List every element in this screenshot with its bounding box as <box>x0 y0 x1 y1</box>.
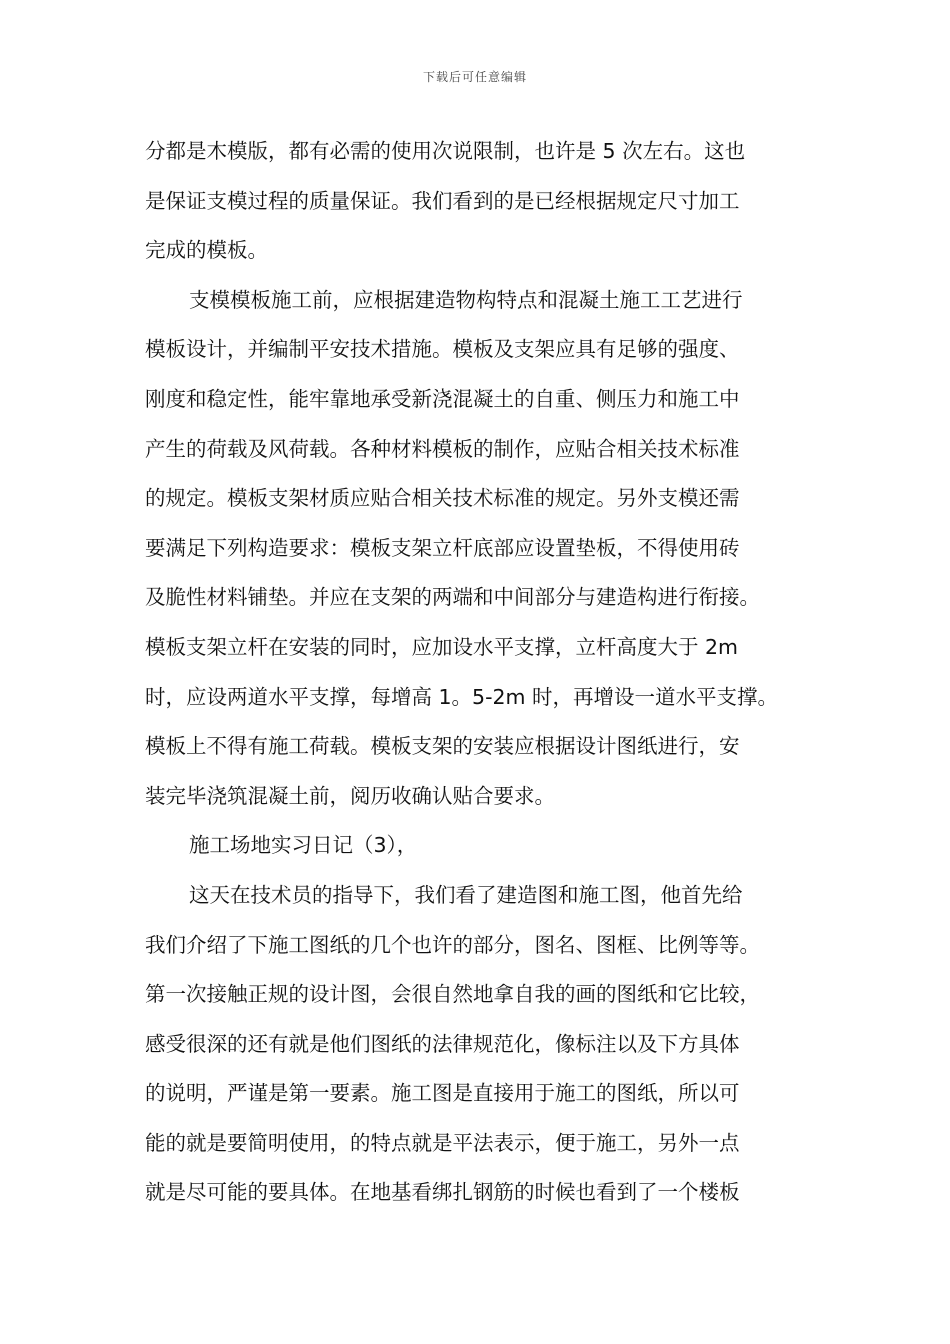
text-line: 能的就是要简明使用，的特点就是平法表示，便于施工，另外一点 <box>145 1130 740 1155</box>
text-line: 模板设计，并编制平安技术措施。模板及支架应具有足够的强度、 <box>145 337 740 362</box>
text-line: 的规定。模板支架材质应贴合相关技术标准的规定。另外支模还需 <box>145 486 740 511</box>
text-line: 我们介绍了下施工图纸的几个也许的部分，图名、图框、比例等等。 <box>145 932 760 957</box>
text-line: 这天在技术员的指导下，我们看了建造图和施工图，他首先给 <box>189 882 743 907</box>
text-line: 支模模板施工前，应根据建造物构特点和混凝土施工工艺进行 <box>189 287 743 312</box>
text-line: 要满足下列构造要求：模板支架立杆底部应设置垫板，不得使用砖 <box>145 535 740 560</box>
text-line: 施工场地实习日记（3）， <box>189 833 418 858</box>
text-line: 的说明，严谨是第一要素。施工图是直接用于施工的图纸，所以可 <box>145 1081 740 1106</box>
text-line: 模板支架立杆在安装的同时，应加设水平支撑，立杆高度大于 2m <box>145 634 739 659</box>
text-line: 就是尽可能的要具体。在地基看绑扎钢筋的时候也看到了一个楼板 <box>145 1180 740 1205</box>
page-header: 下载后可任意编辑 <box>422 70 527 84</box>
text-line: 模板上不得有施工荷载。模板支架的安装应根据设计图纸进行，安 <box>145 734 740 759</box>
text-line: 分都是木模版，都有必需的使用次说限制，也许是 5 次左右。这也 <box>145 139 746 163</box>
text-line: 第一次接触正规的设计图，会很自然地拿自我的画的图纸和它比较， <box>145 982 760 1007</box>
text-line: 产生的荷载及风荷载。各种材料模板的制作，应贴合相关技术标准 <box>145 436 740 461</box>
text-line: 完成的模板。 <box>145 238 268 263</box>
text-line: 及脆性材料铺垫。并应在支架的两端和中间部分与建造构进行衔接。 <box>145 585 760 610</box>
text-line: 时，应设两道水平支撑，每增高 1。5-2m 时，再增设一道水平支撑。 <box>145 684 779 709</box>
text-line: 感受很深的还有就是他们图纸的法律规范化，像标注以及下方具体 <box>145 1031 740 1056</box>
document-body <box>145 127 809 1218</box>
text-line: 装完毕浇筑混凝土前，阅历收确认贴合要求。 <box>145 783 555 808</box>
text-line: 刚度和稳定性，能牢靠地承受新浇混凝土的自重、侧压力和施工中 <box>145 386 740 411</box>
text-line: 是保证支模过程的质量保证。我们看到的是已经根据规定尺寸加工 <box>145 188 740 213</box>
